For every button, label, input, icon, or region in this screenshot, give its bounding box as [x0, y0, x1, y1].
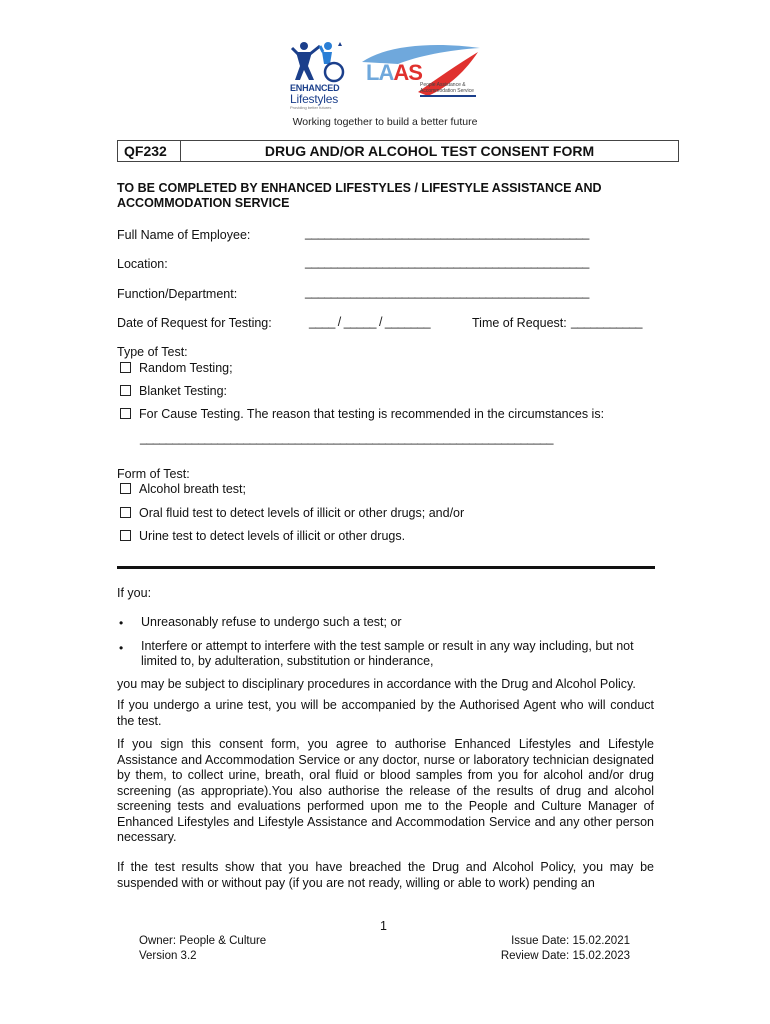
bullet-item-1: Unreasonably refuse to undergo such a test; or [141, 615, 402, 629]
option-oral-fluid-test[interactable] [120, 506, 464, 521]
people-figures-icon [290, 40, 352, 84]
checkbox[interactable] [120, 483, 131, 494]
tagline: Working together to build a better future [292, 116, 478, 128]
laas-wordmark-as: AS [393, 60, 422, 85]
paragraph-consent: If you sign this consent form, you agree to authorise Enhanced Lifestyles and Lifestyle Assistance and Accommodation Service or any doctor, nurse or laboratory technician designated by them, to collect urine, breath, oral fluid or blood samples from you for alcohol and/or drug screening (as appropriate).You also authorise the release of the results of drug and alcohol screening tests and evaluations performed upon me to the People and Culture Manager of Enhanced Lifestyles and Lifestyle Assistance and Accommodation Service and any other person necessary. [117, 737, 654, 844]
option-label: For Cause Testing. The reason that testing is recommended in the circumstances is: [139, 407, 605, 421]
checkbox[interactable] [120, 530, 131, 541]
option-label: Alcohol breath test; [139, 482, 247, 496]
time-of-request-label: Time of Request: [472, 316, 567, 330]
form-title: DRUG AND/OR ALCOHOL TEST CONSENT FORM [264, 143, 595, 159]
date-of-request-label: Date of Request for Testing: [117, 316, 272, 330]
type-of-test-label: Type of Test: [117, 345, 188, 359]
checkbox[interactable] [120, 362, 131, 373]
footer-version: Version 3.2 [139, 950, 197, 962]
form-of-test-label: Form of Test: [117, 467, 190, 481]
footer-review-date: Review Date: 15.02.2023 [500, 950, 630, 962]
location-field[interactable]: ____________________________________________ [305, 255, 589, 269]
paragraph-disciplinary: you may be subject to disciplinary procedures in accordance with the Drug and Alcohol Policy. [117, 677, 636, 691]
if-you-text: If you: [117, 586, 152, 600]
date-of-request-field[interactable]: ____ / _____ / _______ [309, 315, 431, 329]
bullet-item-2: Interfere or attempt to interfere with the test sample or result in any way including, but not limited to, by adulteration, substitution or hinderance, [141, 639, 634, 668]
function-department-label: Function/Department: [117, 287, 238, 301]
paragraph-urine-test: If you undergo a urine test, you will be accompanied by the Authorised Agent who will conduct the test. [117, 698, 654, 728]
enhanced-lifestyles-logo [290, 40, 352, 112]
checkbox[interactable] [120, 385, 131, 396]
option-blanket-testing[interactable] [120, 384, 227, 399]
option-for-cause-testing[interactable] [120, 407, 604, 422]
checkbox[interactable] [120, 507, 131, 518]
logo-el-line3: Providing better futures [290, 105, 332, 110]
option-label: Random Testing; [139, 361, 233, 375]
laas-logo [358, 42, 483, 104]
checkbox[interactable] [120, 408, 131, 419]
time-of-request-field[interactable]: ___________ [571, 315, 642, 329]
option-label: Oral fluid test to detect levels of illicit or other drugs; and/or [139, 506, 465, 520]
logo-el-line1: ENHANCED [290, 83, 340, 93]
option-label: Urine test to detect levels of illicit or other drugs. [139, 529, 406, 543]
option-label: Blanket Testing: [139, 384, 228, 398]
footer-issue-date: Issue Date: 15.02.2021 [511, 935, 630, 947]
section-divider [117, 566, 655, 569]
employee-name-field[interactable]: ____________________________________________ [305, 226, 589, 240]
logo-el-line2: Lifestyles [290, 92, 339, 106]
location-label: Location: [117, 257, 168, 271]
bullet-icon: • [119, 641, 124, 655]
bullet-icon: • [119, 616, 124, 630]
option-urine-test[interactable] [120, 529, 405, 544]
footer-owner: Owner: People & Culture [139, 935, 267, 947]
employee-name-label: Full Name of Employee: [117, 228, 251, 242]
paragraph-breach: If the test results show that you have breached the Drug and Alcohol Policy, you may be suspended with or without pay (if you are not ready, willing or able to work) pending an [117, 860, 654, 890]
laas-wordmark-la: LA [366, 60, 394, 85]
option-random-testing[interactable] [120, 361, 233, 376]
laas-subtitle: People Assistance & Accommodation Service [420, 82, 474, 94]
form-title-bar [117, 140, 679, 162]
page-number: 1 [380, 919, 387, 933]
function-department-field[interactable]: ____________________________________________ [305, 285, 589, 299]
laas-wordmark [366, 60, 422, 86]
form-code: QF232 [118, 141, 181, 161]
for-cause-reason-field[interactable]: ________________________________________________________________ [140, 431, 553, 445]
form-heading: TO BE COMPLETED BY ENHANCED LIFESTYLES / LIFESTYLE ASSISTANCE AND ACCOMMODATION SERVICE [117, 181, 602, 210]
option-alcohol-breath-test[interactable] [120, 482, 246, 497]
